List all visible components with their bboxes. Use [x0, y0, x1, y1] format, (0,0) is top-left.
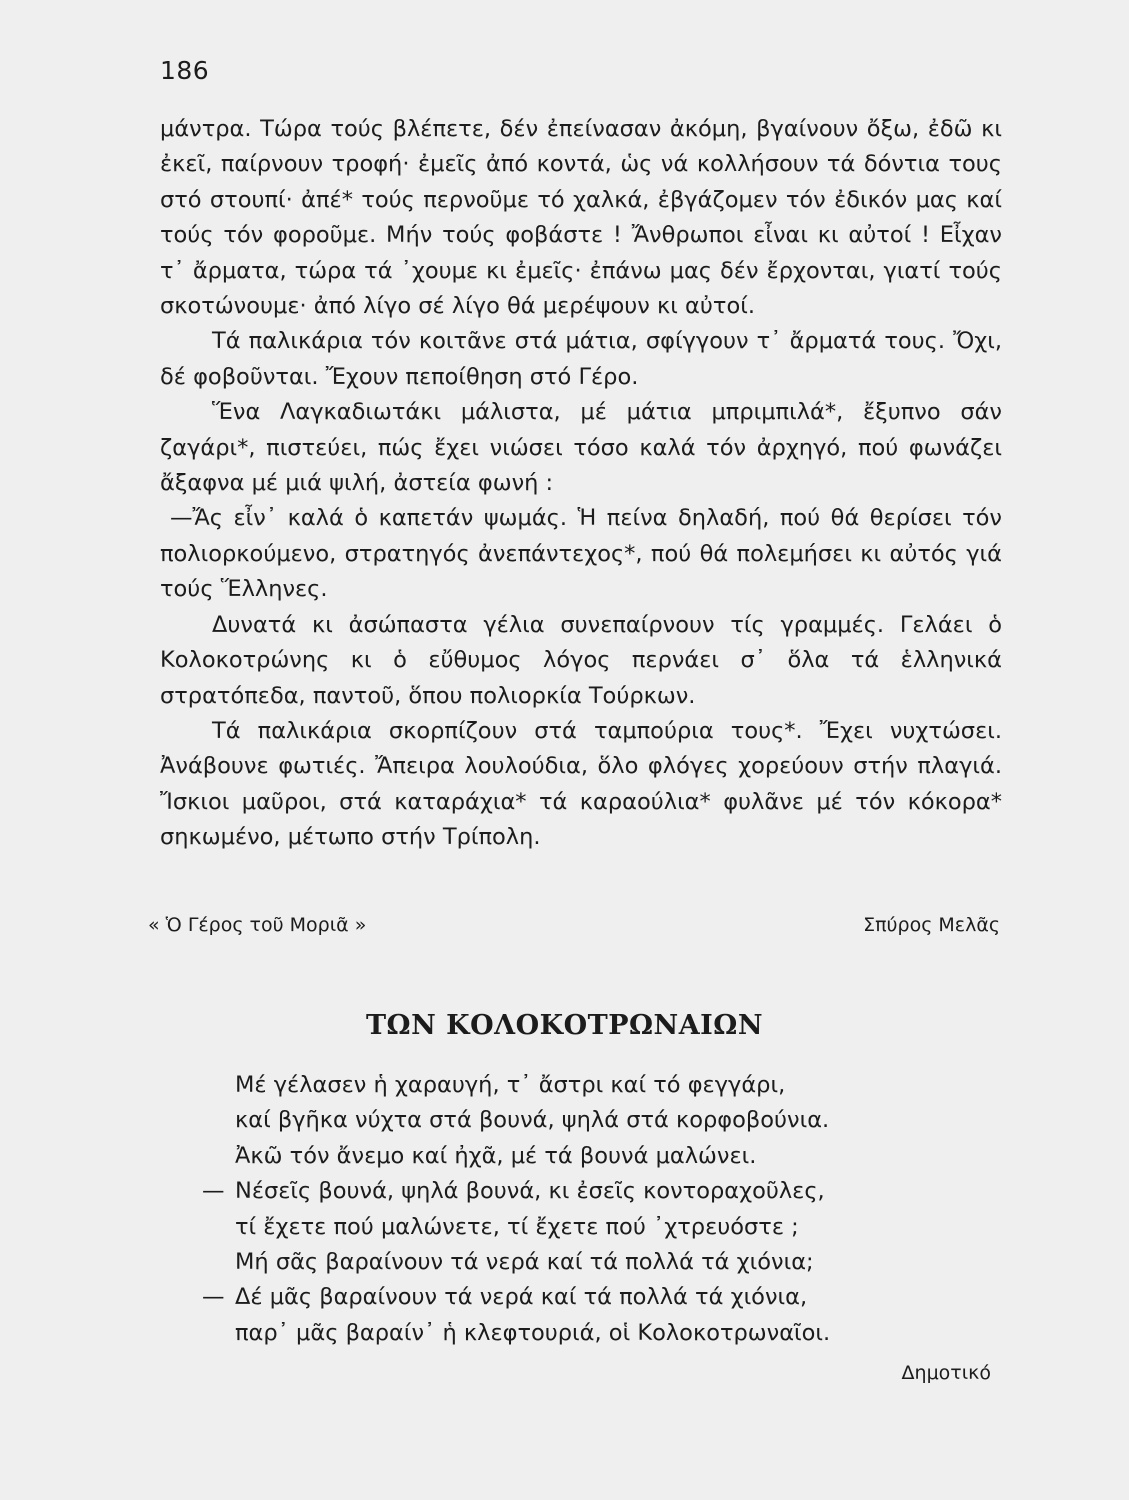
source-author: Σπύρος Μελᾶς [863, 914, 1000, 936]
poem-verse [198, 1316, 830, 1351]
paragraph: μάντρα. Τώρα τούς βλέπετε, δέν ἐπείνασαν ἀκόμη, βγαίνουν ὄξω, ἐδῶ κι ἐκεῖ, παίρνουν τροφή· ἐμεῖς ἀπό κοντά, ὡς νά κολλήσουν τά δόντια τους στό στουπί· ἀπέ* τούς περνοῦμε τό χαλκά, ἐβγάζομεν τόν ἐδικόν μας καί τούς τόν φοροῦμε. Μήν τούς φοβάστε ! Ἄνθρωποι εἶναι κι αὐτοί ! Εἶχαν τ᾽ ἄρματα, τώρα τά ᾽χουμε κι ἐμεῖς· ἐπάνω μας δέν ἔρχονται, γιατί τούς σκοτώνουμε· ἀπό λίγο σέ λίγο θά μερέψουν κι αὐτοί. [160, 116, 1002, 320]
paragraph: Δυνατά κι ἀσώπαστα γέλια συνεπαίρνουν τίς γραμμές. Γελάει ὁ Κολοκοτρώνης κι ὁ εὔθυμος λόγος περνάει σ᾽ ὅλα τά ἑλληνικά στρατόπεδα, παντοῦ, ὅπου πολιορκία Τούρκων. [160, 611, 1002, 709]
poem-verse [198, 1210, 830, 1245]
poem-verse [198, 1174, 830, 1209]
paragraph: Τά παλικάρια τόν κοιτᾶνε στά μάτια, σφίγγουν τ᾽ ἄρματά τους. Ὄχι, δέ φοβοῦνται. Ἔχουν πεποίθηση στό Γέρο. [160, 328, 1002, 390]
poem-verse [198, 1068, 830, 1103]
paragraph: Ἕνα Λαγκαδιωτάκι μάλιστα, μέ μάτια μπριμπιλά*, ἔξυπνο σάν ζαγάρι*, πιστεύει, πώς ἔχει νιώσει τόσο καλά τόν ἀρχηγό, πού φωνάζει ἄξαφνα μέ μιά ψιλή, ἀστεία φωνή : [160, 399, 1002, 497]
poem-title: ΤΩΝ ΚΟΛΟΚΟΤΡΩΝΑΙΩΝ [365, 1010, 764, 1041]
poem [198, 1068, 830, 1351]
page-number: 186 [160, 56, 210, 85]
prose-excerpt [160, 112, 1002, 856]
paragraph: Τά παλικάρια σκορπίζουν στά ταμπούρια τους*. Ἔχει νυχτώσει. Ἀνάβουνε φωτιές. Ἄπειρα λουλούδια, ὅλο φλόγες χορεύουν στήν πλαγιά. Ἴσκιοι μαῦροι, στά καταράχια* τά καραούλια* φυλᾶνε μέ τόν κόκορα* σηκωμένο, μέτωπο στήν Τρίπολη. [160, 717, 1002, 851]
verse-text: Μέ γέλασεν ἡ χαραυγή, τ᾽ ἄστρι καί τό φεγγάρι, [235, 1072, 786, 1098]
verse-dash: — [202, 1178, 225, 1205]
verse-text: παρ᾽ μᾶς βαραίν᾽ ἡ κλεφτουριά, οἱ Κολοκοτρωναῖοι. [235, 1319, 831, 1346]
poem-verse [198, 1280, 830, 1315]
source-title: « Ὁ Γέρος τοῦ Μοριᾶ » [148, 914, 367, 936]
verse-text: Μή σᾶς βαραίνουν τά νερά καί τά πολλά τά χιόνια; [235, 1249, 814, 1276]
poem-verse [198, 1139, 830, 1174]
excerpt-credit [148, 914, 1000, 936]
verse-text: Ἀκῶ τόν ἄνεμο καί ἠχᾶ, μέ τά βουνά μαλώνει. [235, 1142, 757, 1169]
verse-text: καί βγῆκα νύχτα στά βουνά, ψηλά στά κορφοβούνια. [235, 1107, 830, 1134]
verse-text: τί ἔχετε πού μαλώνετε, τί ἔχετε πού ᾽χτρευόστε ; [235, 1213, 799, 1240]
verse-text: Δέ μᾶς βαραίνουν τά νερά καί τά πολλά τά χιόνια, [235, 1284, 808, 1311]
dialogue-paragraph: —Ἄς εἶν᾽ καλά ὁ καπετάν ψωμάς. Ἡ πείνα δηλαδή, πού θά θερίσει τόν πολιορκούμενο, στρατηγός ἀνεπάντεχος*, πού θά πολεμήσει κι αὐτός γιά τούς Ἕλληνες. [160, 505, 1002, 603]
verse-text: Νέσεῖς βουνά, ψηλά βουνά, κι ἐσεῖς κοντοραχοῦλες, [235, 1178, 825, 1205]
poem-verse [198, 1245, 830, 1280]
poem-source: Δημοτικό [901, 1362, 991, 1384]
poem-verse [198, 1103, 830, 1138]
verse-dash: — [202, 1284, 225, 1311]
